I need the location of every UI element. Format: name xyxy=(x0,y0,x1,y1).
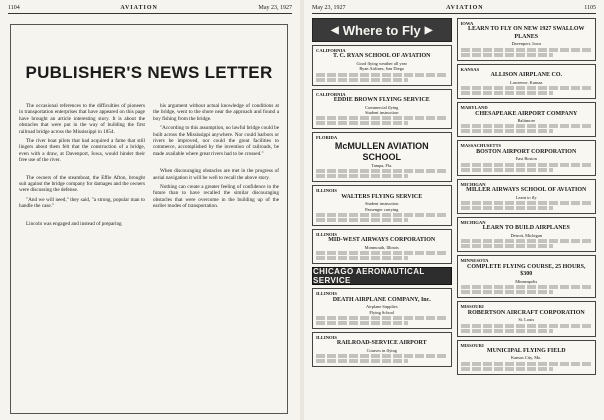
directory-ad xyxy=(457,217,597,252)
ad-name: DEATH AIRPLANE COMPANY, Inc. xyxy=(332,296,431,303)
right-date: May 23, 1927 xyxy=(312,4,346,11)
directory-ad xyxy=(457,64,597,99)
left-running-title: AVIATION xyxy=(120,4,158,11)
ad-name: WALTERS FLYING SERVICE xyxy=(341,193,423,200)
section-gap xyxy=(19,213,145,221)
letter-column-2 xyxy=(153,103,279,407)
left-date: May 23, 1927 xyxy=(258,4,292,11)
directory-ad xyxy=(312,288,452,329)
ad-name: MILLER AIRWAYS SCHOOL OF AVIATION xyxy=(466,187,587,194)
letter-columns xyxy=(19,103,279,407)
ad-line: East Boston xyxy=(515,156,537,162)
right-running-head xyxy=(312,3,596,12)
ad-name: McMULLEN AVIATION SCHOOL xyxy=(334,140,429,162)
directory-column-2 xyxy=(457,18,597,416)
ad-body-text-lines xyxy=(316,256,408,260)
ad-body-text-lines xyxy=(316,251,448,255)
ad-state: ILLINOIS xyxy=(316,231,337,237)
arrow-left-icon: ◀ xyxy=(331,24,339,36)
directory-ad xyxy=(457,301,597,336)
ad-body-text-lines xyxy=(316,354,448,358)
ad-body-text-lines xyxy=(316,169,448,173)
ad-line: Good flying weather all year xyxy=(356,60,407,66)
letter-paragraph: When discouraging obstacles are met in the progress of aerial navigation it will be well to recall the above story. xyxy=(153,168,279,181)
ad-name: T. C. RYAN SCHOOL OF AVIATION xyxy=(332,53,431,60)
ad-name: LEARN TO BUILD AIRPLANES xyxy=(482,225,570,232)
letter-title: PUBLISHER'S NEWS LETTER xyxy=(25,63,273,82)
ad-body-text-lines xyxy=(461,48,593,52)
ad-line: St. Louis xyxy=(518,317,535,323)
directory-ad xyxy=(457,102,597,137)
ad-body-text-lines xyxy=(316,218,408,222)
ad-body-text-lines xyxy=(316,213,448,217)
ad-state: MICHIGAN xyxy=(460,181,486,187)
ad-body-text-lines xyxy=(461,168,553,172)
chicago-aeronautical-service-banner: CHICAGO AERONAUTICAL SERVICE xyxy=(312,267,452,285)
left-page-number: 1104 xyxy=(8,4,20,11)
ad-body-text-lines xyxy=(461,362,593,366)
letter-paragraph: "According to this assumption, no lawful bridge could be built across the Mississippi anywhere. Nor could harbors or rivers be improved, nor could the great facilities to commerce, accomplished by the invention of railroads, be made available where great rivers had to be crossed." xyxy=(153,125,279,157)
directory-ad xyxy=(312,185,452,226)
right-header-rule xyxy=(312,13,596,14)
directory-ad xyxy=(312,332,452,367)
ad-body-text-lines xyxy=(461,129,553,133)
right-page-number: 1105 xyxy=(584,4,596,11)
directory-ad xyxy=(457,179,597,214)
ad-line: Learn to fly xyxy=(515,194,537,200)
ad-name: BOSTON AIRPORT CORPORATION xyxy=(476,148,577,155)
letter-paragraph: "And we will need," they said, "a strong, popular man to handle the case." xyxy=(19,196,145,210)
where-to-fly-directory xyxy=(312,18,596,416)
ad-state: ILLINOIS xyxy=(316,188,337,194)
letter-paragraph: The river boat pilots that had acquired a fame that still lingers about them felt that the construction of a bridge, even with a draw, at Davenport, Iowa, would hinder their free use of the river. xyxy=(19,138,145,164)
ad-line: Baltimore xyxy=(517,118,536,124)
ad-state: MASSACHUSETTS xyxy=(460,143,502,149)
right-page xyxy=(304,0,604,420)
ad-line: Airplane Supplies xyxy=(365,304,398,310)
ad-state: KANSAS xyxy=(460,66,480,72)
where-to-fly-banner xyxy=(312,18,452,42)
ad-body-text-lines xyxy=(316,174,408,178)
ad-body-text-lines xyxy=(316,359,408,363)
ad-body-text-lines xyxy=(316,78,408,82)
ad-body-text-lines xyxy=(461,285,593,289)
ad-line: Commercial flying xyxy=(365,104,399,110)
ad-state: MISSOURI xyxy=(460,342,484,348)
ad-name: LEARN TO FLY ON NEW 1927 SWALLOW PLANES xyxy=(467,26,585,40)
ad-name: COMPLETE FLYING COURSE, 25 HOURS, $300 xyxy=(467,263,586,278)
ad-line: Passenger carrying xyxy=(365,206,399,212)
ad-body-text-lines xyxy=(461,329,553,333)
ad-body-text-lines xyxy=(461,86,593,90)
ad-name: ROBERTSON AIRCRAFT CORPORATION xyxy=(467,309,585,316)
left-running-head xyxy=(8,3,292,12)
ad-line: Courses in flying xyxy=(366,347,397,353)
directory-ad xyxy=(457,340,597,375)
ad-state: MICHIGAN xyxy=(460,220,486,226)
ad-body-text-lines xyxy=(461,124,593,128)
ad-body-text-lines xyxy=(316,121,408,125)
ad-line: Tampa, Fla. xyxy=(371,162,393,168)
left-page xyxy=(0,0,300,420)
ad-line: Lawrence, Kansas xyxy=(510,79,543,85)
ad-state: ILLINOIS xyxy=(316,335,337,340)
ad-line: Monmouth, Illinois xyxy=(364,244,399,250)
ad-line: Kansas City, Mo. xyxy=(511,355,542,361)
letter-paragraph: his argument without actual knowledge of conditions at the bridge, went to the shore near the approach and found a boy fishing from the bridge. xyxy=(153,103,279,122)
ad-line: Student instruction xyxy=(365,201,399,207)
directory-ad xyxy=(312,132,452,182)
ad-body-text-lines xyxy=(461,367,553,371)
letter-paragraph: Nothing can create a greater feeling of confidence in the future than to have recalled the similar discouraging obstacles that were overcome in the building up of the earlier modes of transportation. xyxy=(153,184,279,210)
ad-state: IOWA xyxy=(460,21,474,26)
right-running-title: AVIATION xyxy=(446,4,484,11)
ad-state: FLORIDA xyxy=(316,135,338,141)
ad-name: ALLISON AIRPLANE CO. xyxy=(490,72,562,79)
ad-line: Student instruction xyxy=(365,110,399,116)
ad-state: ILLINOIS xyxy=(316,291,337,297)
banner-title: Where to Fly xyxy=(342,22,421,38)
ad-name: MID-WEST AIRWAYS CORPORATION xyxy=(328,237,436,244)
letter-paragraph: Lincoln was engaged and instead of preparing xyxy=(26,220,122,227)
ad-body-text-lines xyxy=(461,163,593,167)
ad-state: MINNESOTA xyxy=(460,258,489,264)
ad-name: CHESAPEAKE AIRPORT COMPANY xyxy=(475,110,578,117)
ad-body-text-lines xyxy=(461,206,553,210)
ad-body-text-lines xyxy=(461,53,553,57)
ad-body-text-lines xyxy=(316,321,408,325)
ad-state: CALIFORNIA xyxy=(316,91,346,97)
letter-paragraph: The occasional references to the difficulties of pioneers in transportation enterprises that have appeared on this page have brought an article interesting story. It is about the obstacles that were put in the way of building the first railroad bridge across the Mississippi in 1854. xyxy=(19,103,145,135)
ad-name: EDDIE BROWN FLYING SERVICE xyxy=(333,97,430,104)
section-gap xyxy=(19,167,145,175)
ad-line: Detroit, Michigan xyxy=(510,232,542,238)
ad-name: RAILROAD-SERVICE AIRPORT xyxy=(336,340,427,347)
publishers-letter-box xyxy=(10,24,288,414)
ad-body-text-lines xyxy=(316,73,448,77)
directory-ad xyxy=(312,89,452,130)
ad-body-text-lines xyxy=(461,239,593,243)
ad-body-text-lines xyxy=(461,201,593,205)
ad-line: Davenport, Iowa xyxy=(511,41,541,47)
ad-body-text-lines xyxy=(316,316,448,320)
ad-body-text-lines xyxy=(316,116,448,120)
ad-name: MUNICIPAL FLYING FIELD xyxy=(486,347,566,354)
ad-state: MISSOURI xyxy=(460,304,484,310)
letter-paragraph: The owners of the steamboat, the Effie Afton, brought suit against the bridge company for damages and the owners were discussing the defense. xyxy=(19,174,145,194)
arrow-right-icon: ▶ xyxy=(424,24,433,36)
letter-column-1 xyxy=(19,103,145,407)
ad-body-text-lines xyxy=(461,91,553,95)
directory-ad xyxy=(312,229,452,264)
directory-ad xyxy=(312,45,452,86)
ad-line: Ryan Airlines, San Diego xyxy=(359,66,405,72)
directory-ad xyxy=(457,140,597,175)
directory-ad xyxy=(457,18,597,61)
ad-body-text-lines xyxy=(461,244,553,248)
directory-ad xyxy=(457,255,597,298)
left-header-rule xyxy=(8,13,292,14)
ad-line: Flying School xyxy=(369,309,395,315)
ad-body-text-lines xyxy=(461,290,553,294)
ad-state: MARYLAND xyxy=(460,105,488,111)
ad-body-text-lines xyxy=(461,324,593,328)
directory-column-1 xyxy=(312,18,452,416)
ad-line: Minneapolis xyxy=(515,278,538,284)
ad-state: CALIFORNIA xyxy=(316,48,346,53)
